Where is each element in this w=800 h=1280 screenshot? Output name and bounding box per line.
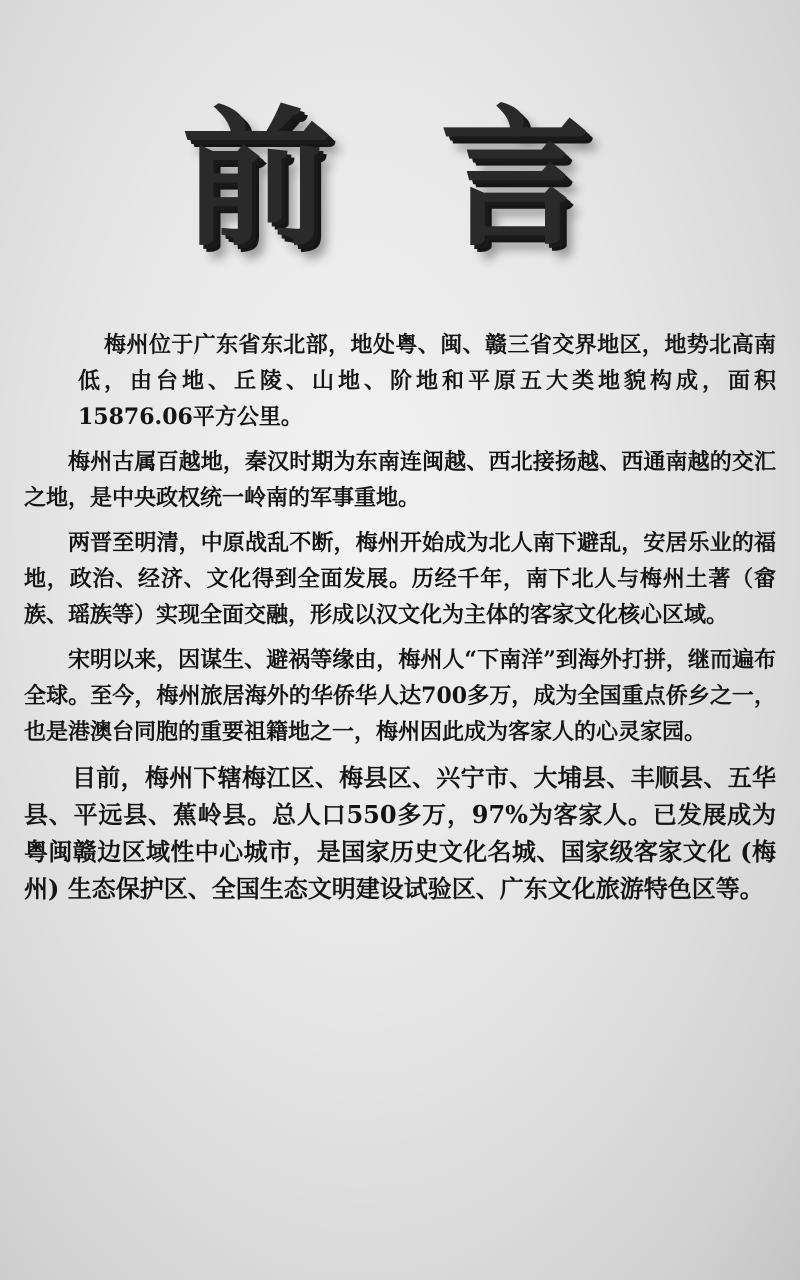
- preface-body: [24, 327, 776, 916]
- paragraph-migration: 两晋至明清，中原战乱不断，梅州开始成为北人南下避乱，安居乐业的福地，政治、经济、文化得到全面发展。历经千年，南下北人与梅州土著（畲族、瑶族等）实现全面交融，形成以汉文化为主体的客家文化核心区域。: [24, 530, 776, 628]
- paragraph-overseas-chinese: 宋明以来，因谋生、避祸等缘由，梅州人“下南洋”到海外打拼，继而遍布全球。至今，梅州旅居海外的华侨华人达700多万，成为全国重点侨乡之一，也是港澳台同胞的重要祖籍地之一，梅州因此成为客家人的心灵家园。: [24, 647, 776, 745]
- paragraph-geography: 梅州位于广东省东北部，地处粤、闽、赣三省交界地区，地势北高南低，由台地、丘陵、山地、阶地和平原五大类地貌构成，面积15876.06平方公里。: [78, 332, 776, 430]
- paragraph-ancient-history: 梅州古属百越地，秦汉时期为东南连闽越、西北接扬越、西通南越的交汇之地，是中央政权统一岭南的军事重地。: [24, 449, 776, 511]
- paragraph-current-status: 目前，梅州下辖梅江区、梅县区、兴宁市、大埔县、丰顺县、五华县、平远县、蕉岭县。总人口550多万，97%为客家人。已发展成为粤闽赣边区域性中心城市，是国家历史文化名城、国家级客家文化 (梅州) 生态保护区、全国生态文明建设试验区、广东文化旅游特色区等。: [24, 763, 776, 903]
- panel-title: 前 言: [181, 93, 619, 267]
